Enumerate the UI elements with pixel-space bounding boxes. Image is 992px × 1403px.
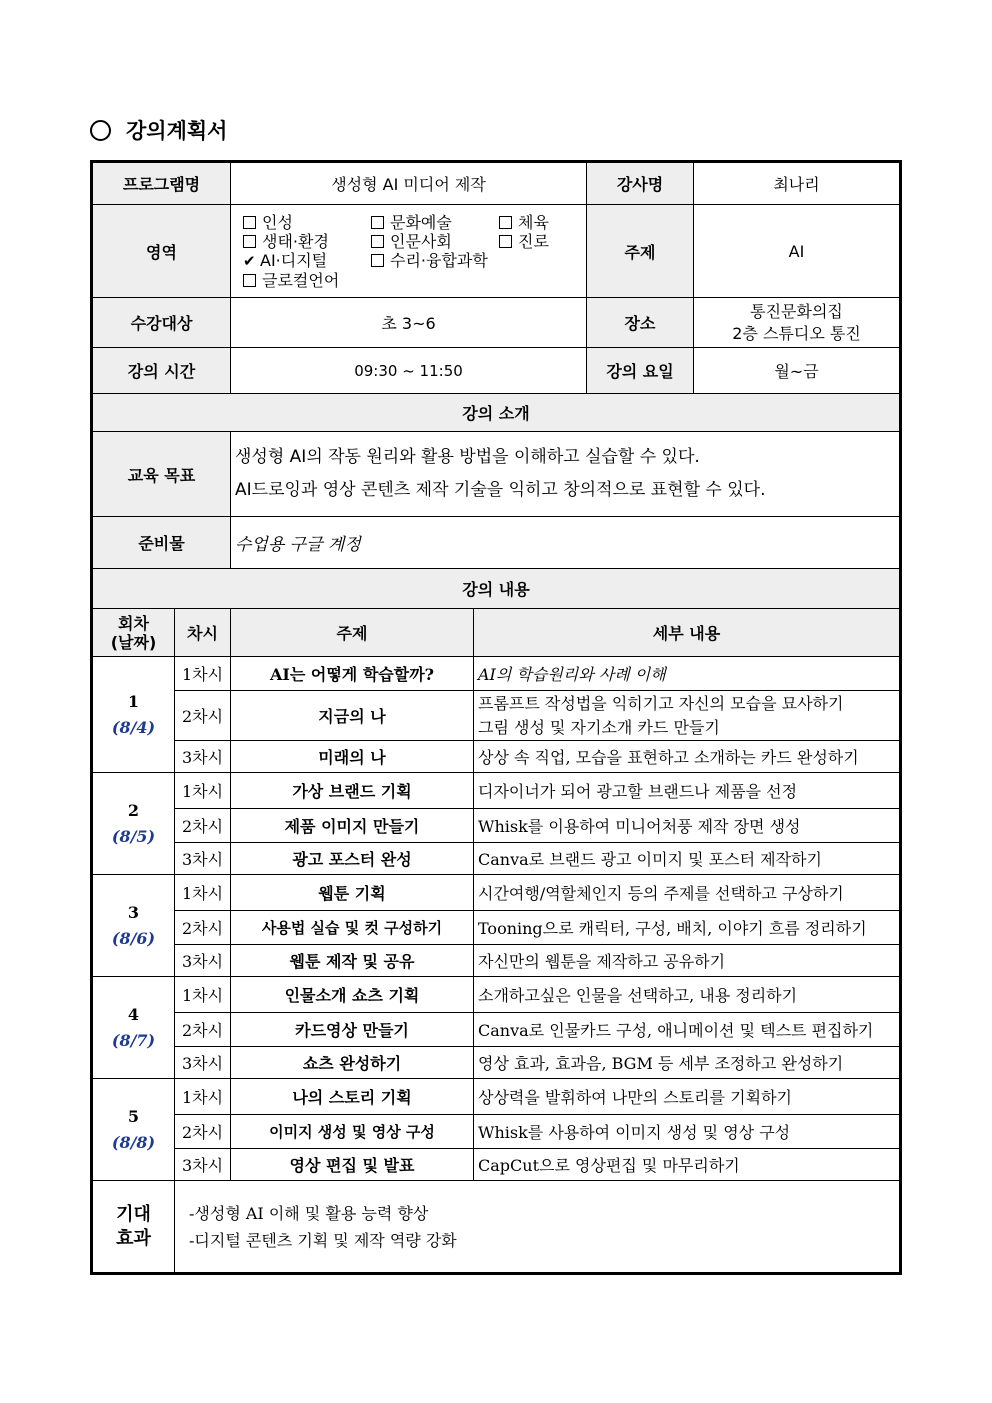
period-cell: 2차시 [175, 1013, 231, 1047]
content-header-row [93, 569, 900, 609]
table-row [93, 741, 900, 773]
topic-cell: 웹툰 기획 [231, 875, 474, 911]
content-header: 강의 내용 [93, 569, 900, 609]
area-checkbox-label: 수리·융합과학 [390, 250, 488, 270]
detail-col-header: 세부 내용 [474, 609, 900, 657]
lecture-plan-table [92, 162, 900, 1273]
effect-row [93, 1181, 900, 1273]
detail-cell [474, 691, 900, 741]
period-cell: 3차시 [175, 843, 231, 875]
empty-checkbox-icon [499, 235, 512, 248]
goal-line-2: AI드로잉과 영상 콘텐츠 제작 기술을 익히고 창의적으로 표현할 수 있다. [235, 480, 766, 500]
table-row [93, 691, 900, 741]
target-label: 수강대상 [93, 298, 231, 348]
session-number: 2 [127, 800, 140, 820]
topic-cell: 나의 스토리 기획 [231, 1079, 474, 1115]
table-row [93, 1079, 900, 1115]
detail-line-2: 그림 생성 및 자기소개 카드 만들기 [478, 717, 720, 737]
detail-cell: 시간여행/역할체인지 등의 주제를 선택하고 구상하기 [474, 875, 900, 911]
place-line-1: 통진문화의집 [750, 301, 843, 321]
prep-label: 준비물 [93, 517, 231, 569]
area-checkbox-grid [235, 213, 582, 290]
circle-bullet-icon [90, 120, 111, 141]
period-cell: 3차시 [175, 1149, 231, 1181]
empty-checkbox-icon [499, 216, 512, 229]
area-checkbox-label: 인성 [262, 212, 293, 232]
period-col-header: 차시 [175, 609, 231, 657]
session-cell [93, 875, 175, 977]
goal-row [93, 432, 900, 517]
session-number: 5 [127, 1106, 140, 1126]
table-row [93, 1013, 900, 1047]
period-cell: 2차시 [175, 809, 231, 843]
area-checkbox-label: 진로 [518, 231, 549, 251]
detail-cell: 자신만의 웹툰을 제작하고 공유하기 [474, 945, 900, 977]
topic-cell: 카드영상 만들기 [231, 1013, 474, 1047]
area-checkbox-label: 문화예술 [390, 212, 452, 232]
prep-row [93, 517, 900, 569]
area-row [93, 205, 900, 298]
empty-checkbox-icon [371, 254, 384, 267]
document-heading [90, 114, 227, 146]
area-checkbox-label: 인문사회 [390, 231, 452, 251]
session-cell [93, 657, 175, 773]
program-row [93, 163, 900, 205]
topic-cell: 광고 포스터 완성 [231, 843, 474, 875]
period-cell: 1차시 [175, 657, 231, 691]
period-cell: 1차시 [175, 1079, 231, 1115]
topic-cell: 제품 이미지 만들기 [231, 809, 474, 843]
period-cell: 2차시 [175, 1115, 231, 1149]
area-checkbox-label: 글로컬언어 [262, 270, 340, 290]
detail-cell: 디자이너가 되어 광고할 브랜드나 제품을 선정 [474, 773, 900, 809]
day-label: 강의 요일 [587, 348, 694, 394]
detail-cell: Whisk를 사용하여 이미지 생성 및 영상 구성 [474, 1115, 900, 1149]
period-cell: 3차시 [175, 1047, 231, 1079]
time-row [93, 348, 900, 394]
table-row [93, 809, 900, 843]
empty-checkbox-icon [371, 216, 384, 229]
table-row [93, 1115, 900, 1149]
effect-label: 기대 효과 [93, 1181, 175, 1273]
topic-cell: 인물소개 쇼츠 기획 [231, 977, 474, 1013]
table-row [93, 911, 900, 945]
target-value: 초 3~6 [231, 298, 587, 348]
effect-line-2: -디지털 콘텐츠 기획 및 제작 역량 강화 [189, 1230, 457, 1250]
session-number: 4 [127, 1004, 140, 1024]
day-value: 월~금 [694, 348, 900, 394]
detail-line-1: 프롬프트 작성법을 익히기고 자신의 모습을 묘사하기 [478, 693, 844, 713]
topic-label: 주제 [587, 205, 694, 298]
empty-checkbox-icon [243, 216, 256, 229]
period-cell: 3차시 [175, 741, 231, 773]
area-checkbox-item[interactable] [371, 232, 499, 251]
area-checkbox-label: 체육 [518, 212, 549, 232]
detail-cell: Whisk를 이용하여 미니어처풍 제작 장면 생성 [474, 809, 900, 843]
table-row [93, 945, 900, 977]
topic-cell: AI는 어떻게 학습할까? [231, 657, 474, 691]
period-cell: 1차시 [175, 773, 231, 809]
session-cell [93, 1079, 175, 1181]
detail-cell: 소개하고싶은 인물을 선택하고, 내용 정리하기 [474, 977, 900, 1013]
detail-cell: Canva로 인물카드 구성, 애니메이션 및 텍스트 편집하기 [474, 1013, 900, 1047]
area-checkbox-item[interactable] [243, 251, 371, 271]
topic-cell: 웹툰 제작 및 공유 [231, 945, 474, 977]
area-checkbox-item[interactable] [243, 232, 371, 251]
intro-header-row [93, 394, 900, 432]
area-checkbox-label: AI·디지털 [260, 250, 328, 270]
table-row [93, 1047, 900, 1079]
empty-checkbox-icon [243, 235, 256, 248]
topic-cell: 가상 브랜드 기획 [231, 773, 474, 809]
session-number: 1 [127, 691, 140, 711]
table-row [93, 657, 900, 691]
table-row [93, 875, 900, 911]
intro-header: 강의 소개 [93, 394, 900, 432]
session-date: (8/4) [111, 717, 156, 737]
goal-label: 교육 목표 [93, 432, 231, 517]
area-label: 영역 [93, 205, 231, 298]
period-cell: 2차시 [175, 911, 231, 945]
empty-checkbox-icon [243, 274, 256, 287]
session-number: 3 [127, 902, 140, 922]
time-value: 09:30 ~ 11:50 [231, 348, 587, 394]
area-checkbox-item[interactable] [243, 213, 371, 232]
program-label: 프로그램명 [93, 163, 231, 205]
session-col-header: 회차 (날짜) [93, 609, 175, 657]
table-row [93, 843, 900, 875]
session-date: (8/6) [111, 928, 156, 948]
goal-text [231, 432, 900, 517]
period-cell: 3차시 [175, 945, 231, 977]
table-row [93, 977, 900, 1013]
period-cell: 1차시 [175, 875, 231, 911]
document-title: 강의계획서 [126, 119, 228, 143]
detail-cell: AI의 학습원리와 사례 이해 [474, 657, 900, 691]
effect-text [175, 1181, 900, 1273]
table-row [93, 1149, 900, 1181]
topic-cell: 사용법 실습 및 컷 구성하기 [231, 911, 474, 945]
detail-cell: CapCut으로 영상편집 및 마무리하기 [474, 1149, 900, 1181]
detail-cell: Canva로 브랜드 광고 이미지 및 포스터 제작하기 [474, 843, 900, 875]
program-name: 생성형 AI 미디어 제작 [231, 163, 587, 205]
empty-checkbox-icon [371, 235, 384, 248]
area-checkbox-item[interactable] [371, 251, 499, 271]
topic-cell: 영상 편집 및 발표 [231, 1149, 474, 1181]
topic-cell: 미래의 나 [231, 741, 474, 773]
time-label: 강의 시간 [93, 348, 231, 394]
goal-line-1: 생성형 AI의 작동 원리와 활용 방법을 이해하고 실습할 수 있다. [235, 447, 700, 467]
area-checkbox-item[interactable] [371, 213, 499, 232]
session-cell [93, 773, 175, 875]
session-date: (8/8) [111, 1132, 156, 1152]
session-date: (8/5) [111, 826, 156, 846]
place-line-2: 2층 스튜디오 통진 [732, 323, 861, 343]
place-value [694, 298, 900, 348]
table-row [93, 773, 900, 809]
checkmark-icon: ✔ [243, 251, 256, 270]
topic-value: AI [694, 205, 900, 298]
detail-cell: 상상력을 발휘하여 나만의 스토리를 기획하기 [474, 1079, 900, 1115]
area-checkbox-item[interactable] [499, 232, 579, 251]
area-checkbox-label: 생태·환경 [262, 231, 329, 251]
area-checklist [231, 205, 587, 298]
period-cell: 1차시 [175, 977, 231, 1013]
topic-cell: 쇼츠 완성하기 [231, 1047, 474, 1079]
topic-col-header: 주제 [231, 609, 474, 657]
instructor-name: 최나리 [694, 163, 900, 205]
detail-cell: 상상 속 직업, 모습을 표현하고 소개하는 카드 완성하기 [474, 741, 900, 773]
place-label: 장소 [587, 298, 694, 348]
session-date: (8/7) [111, 1030, 156, 1050]
area-checkbox-item[interactable] [499, 213, 579, 232]
instructor-label: 강사명 [587, 163, 694, 205]
target-row [93, 298, 900, 348]
content-columns-row [93, 609, 900, 657]
topic-cell: 이미지 생성 및 영상 구성 [231, 1115, 474, 1149]
area-checkbox-item[interactable] [243, 271, 579, 290]
period-cell: 2차시 [175, 691, 231, 741]
detail-cell: 영상 효과, 효과음, BGM 등 세부 조정하고 완성하기 [474, 1047, 900, 1079]
topic-cell: 지금의 나 [231, 691, 474, 741]
effect-line-1: -생성형 AI 이해 및 활용 능력 향상 [189, 1203, 429, 1223]
session-cell [93, 977, 175, 1079]
detail-cell: Tooning으로 캐릭터, 구성, 배치, 이야기 흐름 정리하기 [474, 911, 900, 945]
materials-value: 수업용 구글 계정 [231, 517, 900, 569]
